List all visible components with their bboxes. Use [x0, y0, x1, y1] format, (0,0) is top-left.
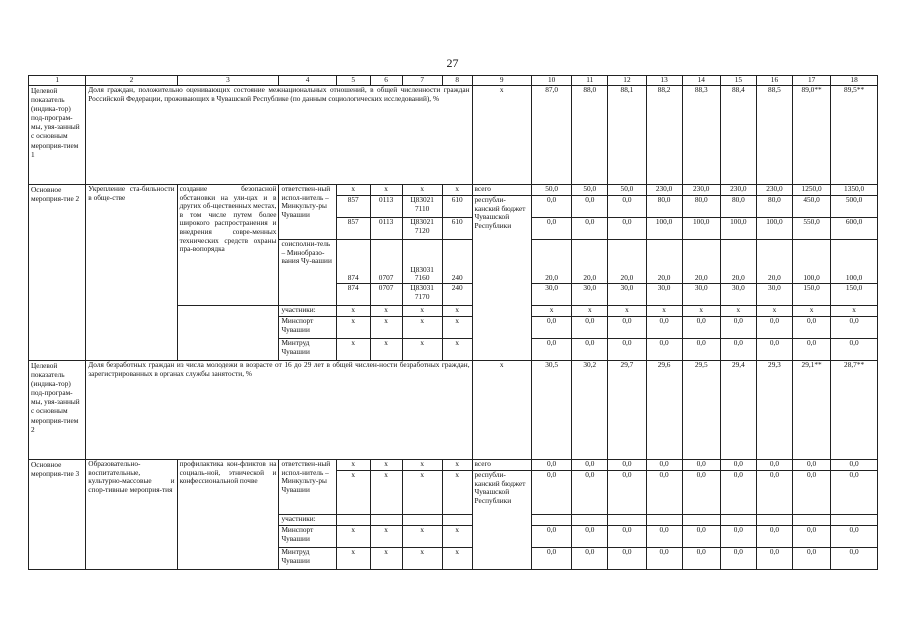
indicator-value: 89,0**	[792, 86, 830, 185]
code-cell: Ц83021 7120	[402, 218, 442, 240]
col-number: 15	[720, 76, 756, 86]
value-cell: 100,0	[720, 218, 756, 240]
indicator-2-row	[29, 361, 878, 460]
value-cell: 150,0	[831, 284, 878, 306]
code-cell: x	[370, 460, 402, 471]
value-cell: 0,0	[792, 526, 830, 548]
col-number: 9	[472, 76, 531, 86]
value-cell: 0,0	[572, 196, 608, 218]
participants-label: участники:	[279, 515, 336, 526]
value-cell: 20,0	[720, 240, 756, 284]
m2-row-total	[29, 185, 878, 196]
code-cell: x	[402, 185, 442, 196]
value-cell: 100,0	[792, 240, 830, 284]
indicator-value: 88,0	[572, 86, 608, 185]
value-cell: 0,0	[831, 317, 878, 339]
code-cell: x	[402, 317, 442, 339]
activity-name: Образовательно-воспитательные, культурно-массовые и спор-тивные мероприя-тия	[86, 460, 177, 570]
column-number-row	[29, 76, 878, 86]
indicator-value: 88,2	[646, 86, 682, 185]
code-cell: x	[442, 526, 472, 548]
value-cell: 20,0	[646, 240, 682, 284]
value-cell: 0,0	[608, 471, 646, 515]
m3-row-total	[29, 460, 878, 471]
col-number: 7	[402, 76, 442, 86]
indicator-value: 88,4	[720, 86, 756, 185]
value-cell: 0,0	[572, 339, 608, 361]
col-number: 16	[756, 76, 792, 86]
value-cell: 50,0	[531, 185, 571, 196]
code-cell: x	[402, 460, 442, 471]
indicator-value: 29,4	[720, 361, 756, 460]
activity-description: создание безопасной обстановки на ули-цах и в других об-щественных местах, в том числе путем более широкого распространения и внедрения совре-менных технических средств охраны пра-вопорядка	[177, 185, 279, 306]
code-cell: x	[336, 548, 370, 570]
value-cell: 0,0	[572, 218, 608, 240]
code-cell: x	[370, 548, 402, 570]
value-cell: 80,0	[756, 196, 792, 218]
value-cell-empty	[831, 515, 878, 526]
indicator-label: Целевой показатель (индика-тор) под-програм-мы, увя-занный с основным мероприя-тием 1	[29, 86, 86, 185]
value-cell: 0,0	[646, 339, 682, 361]
page-number: 27	[446, 56, 459, 70]
value-cell-empty	[682, 515, 720, 526]
code-cell: x	[370, 317, 402, 339]
co-executor: соисполни-тель – Минобразо-вания Чу-вашии	[279, 240, 336, 306]
value-cell: 0,0	[608, 548, 646, 570]
col-number: 12	[608, 76, 646, 86]
value-cell: 0,0	[572, 548, 608, 570]
value-cell: 500,0	[831, 196, 878, 218]
value-cell: 0,0	[682, 317, 720, 339]
value-cell: 0,0	[531, 548, 571, 570]
funding-source: республи-канский бюджет Чувашской Республики	[472, 471, 531, 570]
value-cell: x	[531, 306, 571, 317]
value-cell: 30,0	[720, 284, 756, 306]
activity-label: Основное мероприя-тие 3	[29, 460, 86, 570]
value-cell-empty	[792, 515, 830, 526]
col-number: 2	[86, 76, 177, 86]
code-cell: 610	[442, 218, 472, 240]
code-cell: x	[370, 185, 402, 196]
activity-label: Основное мероприя-тие 2	[29, 185, 86, 361]
value-cell: 0,0	[792, 548, 830, 570]
col-number: 5	[336, 76, 370, 86]
value-cell-empty	[531, 515, 571, 526]
value-cell: 30,0	[531, 284, 571, 306]
indicator-value: 29,3	[756, 361, 792, 460]
code-cell: x	[336, 339, 370, 361]
funding-total-label: всего	[472, 460, 531, 471]
code-cell-empty	[336, 515, 370, 526]
code-cell: 0113	[370, 218, 402, 240]
code-cell: 610	[442, 196, 472, 218]
value-cell: 0,0	[792, 339, 830, 361]
code-cell: x	[402, 306, 442, 317]
code-cell: x	[370, 526, 402, 548]
code-cell: Ц83031 7170	[402, 284, 442, 306]
activity-description: профилактика кон-фликтов на социаль-ной, этнической и конфессиональной почве	[177, 460, 279, 570]
value-cell: 0,0	[608, 460, 646, 471]
value-cell: 80,0	[720, 196, 756, 218]
value-cell: x	[572, 306, 608, 317]
value-cell: 0,0	[831, 526, 878, 548]
value-cell: 0,0	[572, 460, 608, 471]
value-cell: 0,0	[531, 196, 571, 218]
value-cell: 0,0	[646, 460, 682, 471]
value-cell: 30,0	[608, 284, 646, 306]
indicator-x: x	[472, 86, 531, 185]
code-cell-empty	[402, 515, 442, 526]
indicator-description: Доля безработных граждан из числа молодежи в возрасте от 16 до 29 лет в общей числен-ности безработных граждан, зарегистрированных в органах службы занятости, %	[86, 361, 472, 460]
indicator-value: 88,5	[756, 86, 792, 185]
value-cell: 230,0	[756, 185, 792, 196]
code-cell: 0707	[370, 240, 402, 284]
code-cell: x	[336, 526, 370, 548]
col-number: 18	[831, 76, 878, 86]
code-cell: x	[442, 317, 472, 339]
code-cell: x	[402, 471, 442, 515]
indicator-value: 88,1	[608, 86, 646, 185]
value-cell: 0,0	[682, 548, 720, 570]
col-number: 8	[442, 76, 472, 86]
indicator-x: x	[472, 361, 531, 460]
indicator-description: Доля граждан, положительно оценивающих состояние межнациональных отношений, в общей численности граждан Российской Федерации, проживающих в Чувашской Республике (по данным социологических исследований), %	[86, 86, 472, 185]
code-cell: 857	[336, 196, 370, 218]
code-cell: Ц83021 7110	[402, 196, 442, 218]
code-cell: x	[370, 339, 402, 361]
value-cell: 230,0	[682, 185, 720, 196]
code-cell: x	[370, 306, 402, 317]
value-cell: 230,0	[720, 185, 756, 196]
indicator-value: 30,5	[531, 361, 571, 460]
value-cell: 20,0	[682, 240, 720, 284]
value-cell: 50,0	[572, 185, 608, 196]
value-cell: 150,0	[792, 284, 830, 306]
value-cell: 30,0	[646, 284, 682, 306]
col-number: 13	[646, 76, 682, 86]
value-cell: 0,0	[756, 471, 792, 515]
value-cell: 0,0	[720, 339, 756, 361]
code-cell: x	[402, 339, 442, 361]
value-cell: 0,0	[646, 526, 682, 548]
value-cell: 0,0	[608, 218, 646, 240]
participants-label: участники:	[279, 306, 336, 317]
value-cell: 0,0	[531, 317, 571, 339]
activity-name: Укрепление ста-бильности в обще-стве	[86, 185, 177, 361]
value-cell: 0,0	[792, 460, 830, 471]
value-cell: 0,0	[756, 339, 792, 361]
participant-sport: Минспорт Чувашии	[279, 317, 336, 339]
code-cell: x	[442, 185, 472, 196]
value-cell-empty	[572, 515, 608, 526]
value-cell-empty	[756, 515, 792, 526]
code-cell: 0113	[370, 196, 402, 218]
indicator-value: 29,6	[646, 361, 682, 460]
indicator-1-row	[29, 86, 878, 185]
code-cell: x	[442, 339, 472, 361]
value-cell: 100,0	[682, 218, 720, 240]
value-cell: 0,0	[572, 526, 608, 548]
value-cell: 600,0	[831, 218, 878, 240]
value-cell: 0,0	[646, 548, 682, 570]
value-cell: 100,0	[831, 240, 878, 284]
value-cell: 0,0	[682, 339, 720, 361]
code-cell: x	[442, 471, 472, 515]
col-number: 17	[792, 76, 830, 86]
value-cell: 0,0	[646, 317, 682, 339]
code-cell-empty	[370, 515, 402, 526]
indicator-value: 88,3	[682, 86, 720, 185]
value-cell: 0,0	[531, 526, 571, 548]
value-cell: 0,0	[531, 471, 571, 515]
indicator-value: 89,5**	[831, 86, 878, 185]
value-cell: 0,0	[682, 460, 720, 471]
responsible-executor: ответствен-ный испол-нитель – Минкульту-ры Чувашии	[279, 185, 336, 240]
value-cell: 0,0	[572, 471, 608, 515]
value-cell: 0,0	[831, 460, 878, 471]
value-cell: 30,0	[572, 284, 608, 306]
value-cell: 30,0	[756, 284, 792, 306]
indicator-value: 30,2	[572, 361, 608, 460]
value-cell: 0,0	[756, 317, 792, 339]
program-table	[28, 75, 878, 570]
value-cell: 100,0	[756, 218, 792, 240]
code-cell: x	[402, 548, 442, 570]
value-cell-empty	[646, 515, 682, 526]
col-number: 14	[682, 76, 720, 86]
code-cell: x	[442, 306, 472, 317]
code-cell: 857	[336, 218, 370, 240]
col-number: 11	[572, 76, 608, 86]
code-cell: x	[336, 460, 370, 471]
code-cell: x	[336, 306, 370, 317]
value-cell: 0,0	[682, 526, 720, 548]
indicator-value: 28,7**	[831, 361, 878, 460]
value-cell: 0,0	[756, 548, 792, 570]
code-cell: x	[336, 185, 370, 196]
indicator-value: 87,0	[531, 86, 571, 185]
value-cell-empty	[608, 515, 646, 526]
code-cell: x	[336, 471, 370, 515]
value-cell: x	[608, 306, 646, 317]
value-cell: x	[792, 306, 830, 317]
value-cell: x	[646, 306, 682, 317]
value-cell: 230,0	[646, 185, 682, 196]
participant-sport: Минспорт Чувашии	[279, 526, 336, 548]
value-cell: 0,0	[720, 526, 756, 548]
value-cell: 0,0	[646, 471, 682, 515]
value-cell: 0,0	[682, 471, 720, 515]
code-cell: Ц83031 7160	[402, 240, 442, 284]
code-cell: x	[336, 317, 370, 339]
code-cell: x	[442, 548, 472, 570]
code-cell: 240	[442, 240, 472, 284]
participant-trud: Минтруд Чувашии	[279, 339, 336, 361]
value-cell: 0,0	[720, 317, 756, 339]
value-cell: 550,0	[792, 218, 830, 240]
value-cell-empty	[720, 515, 756, 526]
value-cell: 0,0	[608, 317, 646, 339]
value-cell: 20,0	[572, 240, 608, 284]
value-cell: 20,0	[756, 240, 792, 284]
col-number: 10	[531, 76, 571, 86]
col-number: 1	[29, 76, 86, 86]
value-cell: 1250,0	[792, 185, 830, 196]
funding-total-label: всего	[472, 185, 531, 196]
value-cell: 0,0	[608, 526, 646, 548]
value-cell: 0,0	[720, 548, 756, 570]
code-cell-empty	[442, 515, 472, 526]
col-number: 4	[279, 76, 336, 86]
col-number: 3	[177, 76, 279, 86]
value-cell: 0,0	[831, 471, 878, 515]
value-cell: 80,0	[646, 196, 682, 218]
code-cell: x	[442, 460, 472, 471]
description-empty	[177, 306, 279, 361]
value-cell: 0,0	[572, 317, 608, 339]
value-cell: 0,0	[720, 471, 756, 515]
value-cell: 0,0	[531, 339, 571, 361]
value-cell: 0,0	[792, 471, 830, 515]
indicator-value: 29,5	[682, 361, 720, 460]
value-cell: 0,0	[831, 339, 878, 361]
indicator-value: 29,1**	[792, 361, 830, 460]
col-number: 6	[370, 76, 402, 86]
code-cell: 874	[336, 284, 370, 306]
value-cell: 0,0	[531, 460, 571, 471]
responsible-executor: ответствен-ный испол-нитель – Минкульту-ры Чувашии	[279, 460, 336, 515]
funding-source: республи-канский бюджет Чувашской Республики	[472, 196, 531, 361]
code-cell: 0707	[370, 284, 402, 306]
value-cell: 0,0	[756, 526, 792, 548]
value-cell: x	[682, 306, 720, 317]
indicator-value: 29,7	[608, 361, 646, 460]
value-cell: 20,0	[531, 240, 571, 284]
value-cell: x	[720, 306, 756, 317]
value-cell: 0,0	[531, 218, 571, 240]
value-cell: 0,0	[831, 548, 878, 570]
value-cell: 20,0	[608, 240, 646, 284]
value-cell: 100,0	[646, 218, 682, 240]
value-cell: 50,0	[608, 185, 646, 196]
value-cell: 450,0	[792, 196, 830, 218]
value-cell: 0,0	[608, 196, 646, 218]
value-cell: 0,0	[792, 317, 830, 339]
code-cell: 240	[442, 284, 472, 306]
value-cell: 30,0	[682, 284, 720, 306]
value-cell: 1350,0	[831, 185, 878, 196]
value-cell: x	[831, 306, 878, 317]
value-cell: 0,0	[608, 339, 646, 361]
code-cell: 874	[336, 240, 370, 284]
value-cell: x	[756, 306, 792, 317]
value-cell: 80,0	[682, 196, 720, 218]
participant-trud: Минтруд Чувашии	[279, 548, 336, 570]
value-cell: 0,0	[720, 460, 756, 471]
code-cell: x	[370, 471, 402, 515]
value-cell: 0,0	[756, 460, 792, 471]
indicator-label: Целевой показатель (индика-тор) под-програм-мы, увя-занный с основным мероприя-тием 2	[29, 361, 86, 460]
code-cell: x	[402, 526, 442, 548]
